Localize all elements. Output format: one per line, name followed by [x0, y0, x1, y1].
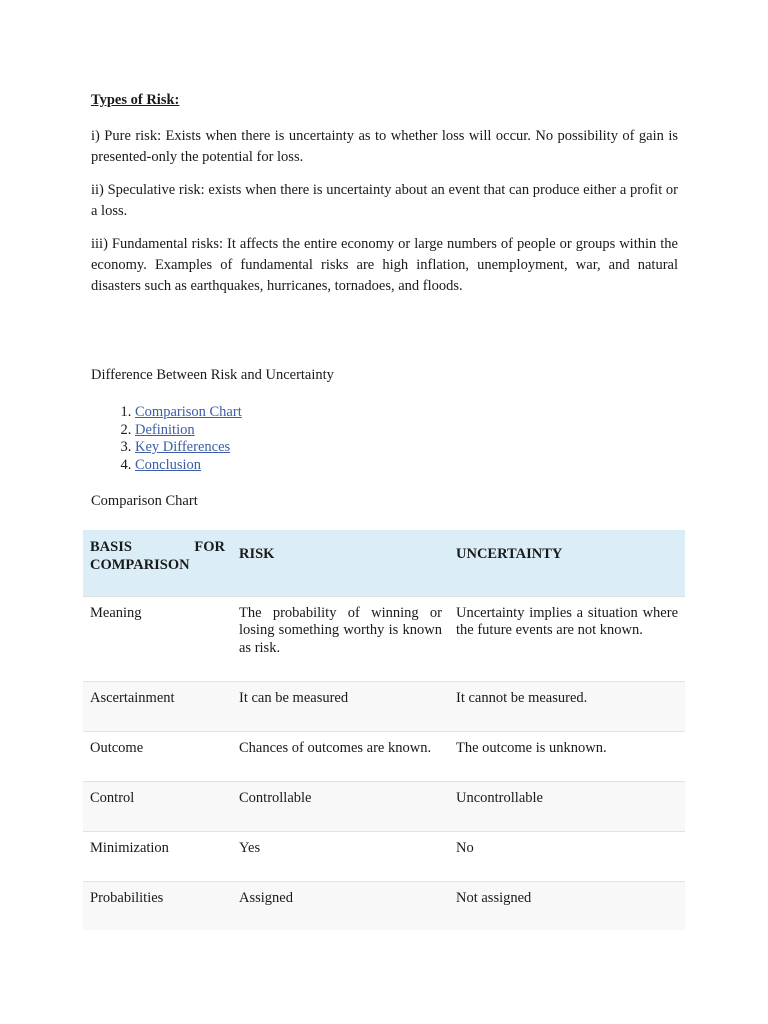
comparison-table	[83, 530, 685, 930]
header-risk: RISK	[239, 546, 275, 562]
cell-risk: Assigned	[239, 889, 293, 906]
paragraph-speculative-risk: ii) Speculative risk: exists when there is uncertainty about an event that can produce either a profit or a loss.	[91, 182, 678, 219]
cell-uncertainty: Uncontrollable	[456, 789, 543, 806]
table-header-row	[83, 530, 685, 596]
toc-item	[135, 422, 242, 440]
toc-item	[135, 404, 242, 422]
table-row	[83, 881, 685, 930]
cell-basis: Probabilities	[90, 889, 164, 906]
toc-link-conclusion[interactable]: Conclusion	[135, 456, 202, 473]
table-row	[83, 831, 685, 881]
section-heading: Types of Risk:	[91, 92, 180, 108]
header-uncertainty: UNCERTAINTY	[456, 546, 563, 562]
table-row	[83, 781, 685, 831]
cell-uncertainty: No	[456, 839, 474, 856]
table-row	[83, 596, 685, 681]
cell-basis: Outcome	[90, 739, 144, 756]
cell-risk: The probability of winning or losing something worthy is known as risk.	[239, 604, 442, 656]
chart-title: Comparison Chart	[91, 493, 198, 509]
cell-basis: Minimization	[90, 839, 169, 856]
toc-item	[135, 457, 242, 475]
cell-uncertainty: The outcome is unknown.	[456, 739, 607, 756]
cell-risk: Yes	[239, 839, 261, 856]
header-basis: BASIS FOR COMPARISON	[90, 539, 225, 573]
cell-uncertainty: It cannot be measured.	[456, 689, 588, 706]
toc-link-definition[interactable]: Definition	[135, 421, 195, 438]
cell-uncertainty: Uncertainty implies a situation where the future events are not known.	[456, 604, 678, 638]
table-row	[83, 681, 685, 731]
toc-link-comparison-chart[interactable]: Comparison Chart	[135, 404, 242, 420]
cell-uncertainty: Not assigned	[456, 889, 532, 906]
table-row	[83, 731, 685, 781]
cell-basis: Meaning	[90, 604, 142, 621]
cell-basis: Ascertainment	[90, 689, 175, 706]
cell-risk: Controllable	[239, 789, 312, 806]
cell-basis: Control	[90, 789, 135, 806]
paragraph-fundamental-risks: iii) Fundamental risks: It affects the entire economy or large numbers of people or groups within the economy. Examples of fundamental risks are high inflation, unemployment, war, and natural disasters such as earthquakes, hurricanes, tornadoes, and floods.	[91, 236, 678, 294]
paragraph-pure-risk: i) Pure risk: Exists when there is uncertainty as to whether loss will occur. No possibility of gain is presented-only the potential for loss.	[91, 128, 678, 165]
toc-link-key-differences[interactable]: Key Differences	[135, 439, 231, 455]
toc-item	[135, 439, 242, 457]
cell-risk: Chances of outcomes are known.	[239, 739, 432, 756]
table-of-contents	[91, 404, 242, 474]
cell-risk: It can be measured	[239, 689, 349, 706]
section-title: Difference Between Risk and Uncertainty	[91, 367, 334, 383]
